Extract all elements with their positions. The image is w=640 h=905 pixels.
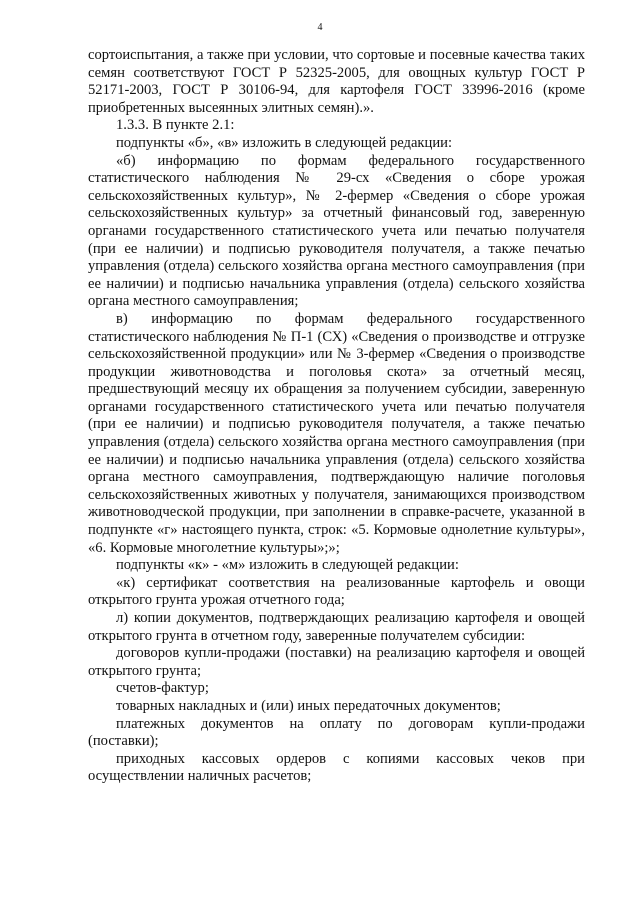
list-item-payment-documents: платежных документов на оплату по договорам купли-продажи (поставки); — [88, 715, 585, 750]
paragraph-subclause-l: л) копии документов, подтверждающих реализацию картофеля и овощей открытого грунта в отчетном году, заверенные получателем субсидии: — [88, 610, 585, 644]
paragraph-subclause-v: в) информацию по формам федерального государственного статистического наблюдения № П-1 (СХ) «Сведения о производстве и отгрузке сельскохозяйственной продукции» или № 3-фермер «Сведения о производстве продукции животноводства и поголовья скота» за отчетный месяц, предшествующий месяцу их обращения за получением субсидии, заверенную органами государственного статистического учета или печатью получателя (при ее наличии) и подписью руководителя получателя, а также печатью управления (отдела) сельского хозяйства органа местного самоуправления (при ее наличии) и подписью начальника управления (отдела) сельского хозяйства органа местного самоуправления, подтверждающую наличие поголовья сельскохозяйственных животных у получателя, занимающихся производством животноводческой продукции, при заполнении в справке-расчете, указанной в подпункте «г» настоящего пункта, строк: «5. Кормовые однолетние культуры», «6. Кормовые многолетние культуры»;»; — [88, 310, 585, 556]
paragraph-clause-1-3-3: 1.3.3. В пункте 2.1: — [116, 117, 235, 134]
paragraph-subclauses-b-v-intro: подпункты «б», «в» изложить в следующей редакции: — [116, 134, 453, 151]
paragraph-subclause-k: «к) сертификат соответствия на реализованные картофель и овощи открытого грунта урожая отчетного года; — [88, 574, 585, 609]
list-item-cash-receipt-orders: приходных кассовых ордеров с копиями кассовых чеков при осуществлении наличных расчетов; — [88, 750, 585, 785]
paragraph-seed-quality-continuation: сортоиспытания, а также при условии, что сортовые и посевные качества таких семян соответствуют ГОСТ Р 52325-2005, для овощных культур ГОСТ Р 52171-2003, ГОСТ Р 30106-94, для картофеля ГОСТ 33996-2016 (кроме приобретенных высеянных элитных семян).». — [88, 47, 585, 116]
paragraph-subclauses-k-m-intro: подпункты «к» - «м» изложить в следующей редакции: — [116, 557, 459, 574]
page-number: 4 — [317, 22, 323, 33]
list-item-invoices: счетов-фактур; — [116, 680, 209, 697]
list-item-waybills: товарных накладных и (или) иных передаточных документов; — [116, 697, 501, 714]
paragraph-subclause-b: «б) информацию по формам федерального государственного статистического наблюдения № 29-сх «Сведения о сборе урожая сельскохозяйственных культур», № 2-фермер «Сведения о сборе урожая сельскохозяйственных культур» за отчетный финансовый год, заверенную органами государственного статистического учета или печатью получателя (при ее наличии) и подписью руководителя получателя, а также печатью управления (отдела) сельского хозяйства органа местного самоуправления (при ее наличии) и подписью начальника управления (отдела) сельского хозяйства органа местного самоуправления; — [88, 152, 585, 310]
list-item-sale-contracts: договоров купли-продажи (поставки) на реализацию картофеля и овощей открытого грунта; — [88, 645, 585, 679]
document-body — [88, 47, 585, 786]
